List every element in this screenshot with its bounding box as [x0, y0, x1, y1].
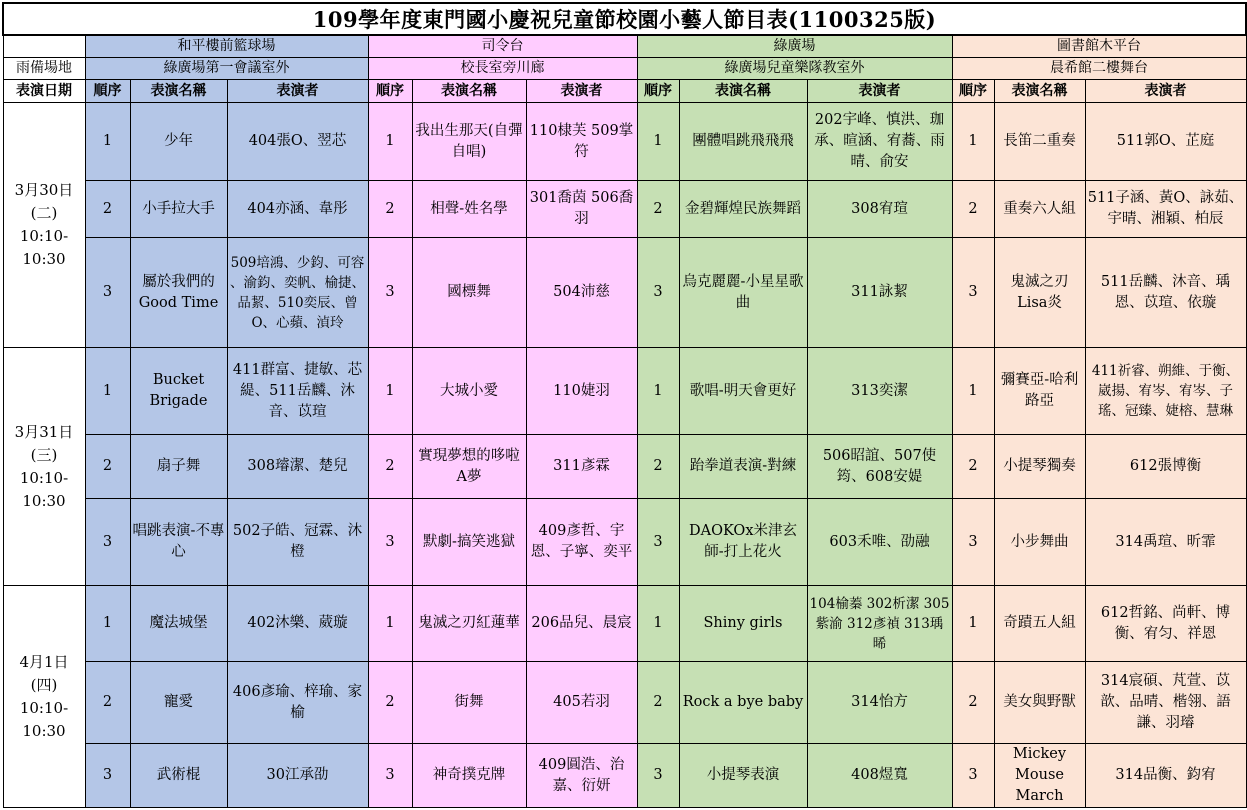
order-cell: 1	[368, 586, 412, 662]
header-program: 表演名稱	[679, 80, 807, 103]
rain-venue-name: 綠廣場第一會議室外	[85, 58, 368, 80]
header-order: 順序	[368, 80, 412, 103]
title-row	[3, 3, 1246, 35]
order-cell: 1	[637, 103, 679, 181]
performer-cell: 308璿潔、楚兒	[227, 435, 368, 499]
order-cell: 3	[637, 744, 679, 808]
performer-cell: 104榆蓁 302析潔 305紫渝 312彥禎 313瑀晞	[807, 586, 952, 662]
order-cell: 3	[952, 238, 994, 348]
program-cell: Shiny girls	[679, 586, 807, 662]
date-date: 3月30日	[14, 181, 74, 199]
date-cell	[3, 348, 85, 586]
performer-cell: 408煜寬	[807, 744, 952, 808]
program-cell: 街舞	[412, 662, 526, 744]
performer-cell: 511郭O、芷庭	[1085, 103, 1246, 181]
program-cell: 奇蹟五人組	[994, 586, 1085, 662]
header-performer: 表演者	[807, 80, 952, 103]
order-cell: 3	[952, 744, 994, 808]
program-cell: 扇子舞	[130, 435, 227, 499]
order-cell: 1	[952, 586, 994, 662]
order-cell: 3	[368, 499, 412, 586]
performer-cell: 409圓浩、治嘉、衍妍	[526, 744, 637, 808]
order-cell: 1	[85, 103, 130, 181]
program-cell: Bucket Brigade	[130, 348, 227, 435]
program-cell: 彌賽亞-哈利路亞	[994, 348, 1085, 435]
rain-venue-name: 晨希館二樓舞台	[952, 58, 1246, 80]
program-cell: 團體唱跳飛飛飛	[679, 103, 807, 181]
table-body	[3, 3, 1246, 808]
venue-row	[3, 35, 1246, 58]
performer-cell: 30江承劭	[227, 744, 368, 808]
performer-cell: 202宇峰、慎洪、珈承、暄涵、宥蕎、雨晴、俞安	[807, 103, 952, 181]
program-cell: 歌唱-明天會更好	[679, 348, 807, 435]
program-cell: 國標舞	[412, 238, 526, 348]
date-date: 4月1日	[19, 652, 69, 671]
date-cell	[3, 103, 85, 348]
performer-cell: 314宸碩、芃萱、苡歆、品晴、楷翎、語謙、羽璿	[1085, 662, 1246, 744]
performer-cell: 110棣芙 509掌符	[526, 103, 637, 181]
order-cell: 2	[85, 181, 130, 238]
program-cell: 小步舞曲	[994, 499, 1085, 586]
performer-cell: 506昭誼、507使筠、608安媞	[807, 435, 952, 499]
header-order: 順序	[637, 80, 679, 103]
order-cell: 1	[952, 348, 994, 435]
header-order: 順序	[952, 80, 994, 103]
order-cell: 2	[368, 662, 412, 744]
program-cell: 默劇-搞笑逃獄	[412, 499, 526, 586]
header-performer: 表演者	[526, 80, 637, 103]
venue-name: 綠廣場	[637, 35, 952, 58]
performer-cell: 502子皓、冠霖、沐橙	[227, 499, 368, 586]
header-date: 表演日期	[3, 80, 85, 103]
order-cell: 1	[637, 348, 679, 435]
order-cell: 2	[637, 181, 679, 238]
program-cell: 小手拉大手	[130, 181, 227, 238]
order-cell: 1	[637, 586, 679, 662]
header-performer: 表演者	[227, 80, 368, 103]
order-cell: 1	[952, 103, 994, 181]
performer-cell: 504沛慈	[526, 238, 637, 348]
program-cell: 我出生那天(自彈自唱)	[412, 103, 526, 181]
schedule-row	[3, 744, 1246, 808]
blank-corner-cell	[3, 35, 85, 58]
performer-cell: 411群富、捷敏、芯緹、511岳麟、沐音、苡瑄	[227, 348, 368, 435]
program-cell: 長笛二重奏	[994, 103, 1085, 181]
rain-venue-row	[3, 58, 1246, 80]
schedule-row	[3, 435, 1246, 499]
order-cell: 2	[368, 181, 412, 238]
date-date: 3月31日	[14, 422, 74, 441]
header-program: 表演名稱	[994, 80, 1085, 103]
header-performer: 表演者	[1085, 80, 1246, 103]
performer-cell: 404張O、翌芯	[227, 103, 368, 181]
order-cell: 2	[952, 662, 994, 744]
performer-cell: 313奕潔	[807, 348, 952, 435]
rain-venue-name: 綠廣場兒童樂隊教室外	[637, 58, 952, 80]
program-cell: 大城小愛	[412, 348, 526, 435]
program-cell: 跆拳道表演-對練	[679, 435, 807, 499]
program-cell: Rock a bye baby	[679, 662, 807, 744]
order-cell: 3	[637, 499, 679, 586]
performer-cell: 405若羽	[526, 662, 637, 744]
program-cell: 實現夢想的哆啦A夢	[412, 435, 526, 499]
rain-venue-label: 雨備場地	[3, 58, 85, 80]
schedule-row	[3, 181, 1246, 238]
program-cell: DAOKOx米津玄師-打上花火	[679, 499, 807, 586]
order-cell: 3	[85, 499, 130, 586]
rain-venue-name: 校長室旁川廊	[368, 58, 637, 80]
order-cell: 1	[368, 348, 412, 435]
schedule-row	[3, 103, 1246, 181]
program-cell: Mickey Mouse March	[994, 744, 1085, 808]
performer-cell: 603禾唯、劭融	[807, 499, 952, 586]
order-cell: 2	[637, 662, 679, 744]
date-time-start: 10:10-	[19, 227, 69, 245]
program-cell: 小提琴獨奏	[994, 435, 1085, 499]
program-cell: 神奇撲克牌	[412, 744, 526, 808]
date-time-end: 10:30	[22, 721, 66, 740]
program-cell: 寵愛	[130, 662, 227, 744]
program-cell: 唱跳表演-不專心	[130, 499, 227, 586]
performer-cell: 612張博衡	[1085, 435, 1246, 499]
program-cell: 少年	[130, 103, 227, 181]
performer-cell: 314禹瑄、昕霏	[1085, 499, 1246, 586]
program-cell: 鬼滅之刃紅蓮華	[412, 586, 526, 662]
performer-cell: 404亦涵、韋彤	[227, 181, 368, 238]
order-cell: 3	[637, 238, 679, 348]
header-order: 順序	[85, 80, 130, 103]
date-weekday: (二)	[30, 204, 58, 222]
performer-cell: 314怡方	[807, 662, 952, 744]
program-cell: 鬼滅之刃Lisa炎	[994, 238, 1085, 348]
order-cell: 3	[85, 744, 130, 808]
program-cell: 美女與野獸	[994, 662, 1085, 744]
program-cell: 重奏六人組	[994, 181, 1085, 238]
date-time-start: 10:10-	[19, 468, 69, 487]
order-cell: 3	[368, 744, 412, 808]
performer-cell: 411祈睿、朔維、于衡、崴揚、宥岑、宥岑、子瑤、冠臻、婕榕、慧琳	[1085, 348, 1246, 435]
performer-cell: 409彥哲、宇恩、子寧、奕平	[526, 499, 637, 586]
date-time-end: 10:30	[22, 250, 66, 268]
order-cell: 2	[952, 181, 994, 238]
order-cell: 2	[952, 435, 994, 499]
venue-name: 圖書館木平台	[952, 35, 1246, 58]
performer-cell: 206品兒、晨宸	[526, 586, 637, 662]
performer-cell: 511子涵、黃O、詠茹、宇晴、湘穎、柏辰	[1085, 181, 1246, 238]
date-time-end: 10:30	[22, 491, 66, 510]
order-cell: 2	[85, 662, 130, 744]
program-schedule-table	[2, 2, 1247, 808]
performer-cell: 612哲銘、尚軒、博衡、宥匀、祥恩	[1085, 586, 1246, 662]
program-cell: 魔法城堡	[130, 586, 227, 662]
performer-cell: 301喬茵 506喬羽	[526, 181, 637, 238]
program-cell: 小提琴表演	[679, 744, 807, 808]
order-cell: 3	[85, 238, 130, 348]
program-cell: 烏克麗麗-小星星歌曲	[679, 238, 807, 348]
performer-cell: 511岳麟、沐音、瑀恩、苡瑄、依璇	[1085, 238, 1246, 348]
date-time-start: 10:10-	[19, 698, 69, 717]
date-weekday: (四)	[30, 675, 58, 694]
program-cell: 金碧輝煌民族舞蹈	[679, 181, 807, 238]
performer-cell: 402沐樂、葳璇	[227, 586, 368, 662]
date-weekday: (三)	[30, 445, 58, 464]
order-cell: 2	[85, 435, 130, 499]
schedule-row	[3, 586, 1246, 662]
header-program: 表演名稱	[412, 80, 526, 103]
order-cell: 1	[368, 103, 412, 181]
performer-cell: 406彥瑜、梓瑜、家榆	[227, 662, 368, 744]
order-cell: 2	[368, 435, 412, 499]
schedule-row	[3, 238, 1246, 348]
performer-cell: 308宥瑄	[807, 181, 952, 238]
program-cell: 武術棍	[130, 744, 227, 808]
performer-cell: 311詠絜	[807, 238, 952, 348]
performer-cell: 314品衡、鈞宥	[1085, 744, 1246, 808]
venue-name: 和平樓前籃球場	[85, 35, 368, 58]
program-cell: 相聲-姓名學	[412, 181, 526, 238]
performer-cell: 110婕羽	[526, 348, 637, 435]
program-cell: 屬於我們的Good Time	[130, 238, 227, 348]
date-cell	[3, 586, 85, 808]
schedule-row	[3, 499, 1246, 586]
header-program: 表演名稱	[130, 80, 227, 103]
order-cell: 3	[952, 499, 994, 586]
performer-cell: 311彥霖	[526, 435, 637, 499]
schedule-title: 109學年度東門國小慶祝兒童節校園小藝人節目表(1100325版)	[3, 3, 1246, 35]
venue-name: 司令台	[368, 35, 637, 58]
order-cell: 1	[85, 586, 130, 662]
performer-cell: 509培鴻、少鈞、可容 、渝鈞、奕帆、榆捷、品絜、510奕辰、曾 O、心蘋、湞玲	[227, 238, 368, 348]
order-cell: 1	[85, 348, 130, 435]
schedule-row	[3, 662, 1246, 744]
column-header-row	[3, 80, 1246, 103]
order-cell: 3	[368, 238, 412, 348]
schedule-row	[3, 348, 1246, 435]
order-cell: 2	[637, 435, 679, 499]
